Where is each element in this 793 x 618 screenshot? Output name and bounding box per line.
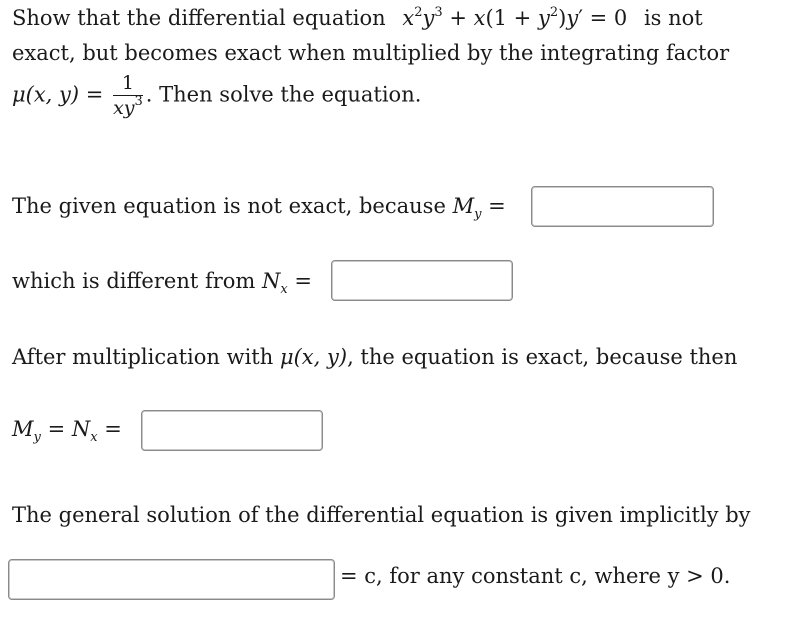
q3-my-nx-label: $M_y = N_x$ = <box>12 417 122 445</box>
q1-line <box>12 194 506 222</box>
q2-nx-label: $N_x$ <box>262 269 288 297</box>
q4-suffix-text: = c, for any constant c, where y > 0. <box>340 564 731 588</box>
exact-answer-input[interactable] <box>141 410 323 451</box>
q4-line <box>12 503 751 527</box>
nx-answer-input[interactable] <box>331 260 513 301</box>
q1-my-label: $M_y$ <box>452 194 482 222</box>
q1-equals: = <box>488 194 506 218</box>
problem-integrating-factor-text: exact, but becomes exact when multiplied by the integrating factor <box>12 41 730 65</box>
q3-line <box>12 345 737 369</box>
problem-line-2 <box>12 41 729 65</box>
general-solution-input[interactable] <box>8 559 335 600</box>
q3-equation-line <box>12 417 122 445</box>
q2-text: which is different from <box>12 269 256 293</box>
q4-text: The general solution of the differential equation is given implicitly by <box>12 503 751 527</box>
problem-solve-text: . Then solve the equation. <box>145 82 422 107</box>
problem-line-1 <box>12 6 703 30</box>
differential-equation: $x^2y^3 + x(1 + y^2)y' = 0$ <box>402 5 628 30</box>
q2-equals: = <box>294 269 313 293</box>
mu-definition: μ(x, y) = <box>12 82 104 107</box>
integrating-factor-fraction <box>113 72 143 120</box>
problem-line-3 <box>12 72 421 120</box>
q3-mu-label: μ(x, y) <box>279 345 348 369</box>
my-answer-input[interactable] <box>531 186 714 227</box>
fraction-numerator: 1 <box>113 72 143 96</box>
problem-intro-text: Show that the differential equation <box>12 6 386 30</box>
q3-text: After multiplication with <box>12 345 274 369</box>
q2-line <box>12 269 313 297</box>
q4-suffix-line <box>340 564 730 588</box>
problem-not-text: is not <box>643 6 703 30</box>
q1-text: The given equation is not exact, because <box>12 194 446 218</box>
q3-text-after: , the equation is exact, because then <box>347 345 738 369</box>
fraction-denominator: $xy^3$ <box>113 94 143 119</box>
